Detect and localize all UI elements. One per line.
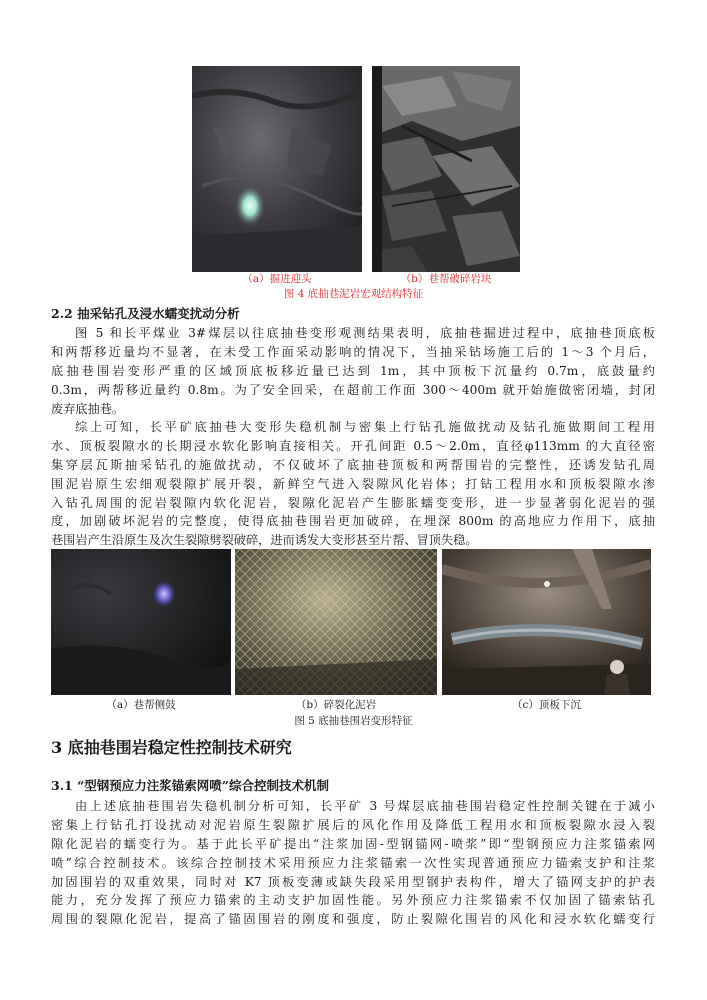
section-3-heading: 3 底抽巷围岩稳定性控制技术研究: [51, 738, 292, 757]
text-line: 度，加剧破坏泥岩的完整度，使得底抽巷围岩更加破碎，在埋深 800m 的高地应力作用下，底抽: [51, 514, 655, 529]
text-line: 能力，充分发挥了预应力锚索的主动支护加固性能。另外预应力注浆锚索不仅加固了锚索钻孔: [51, 893, 655, 908]
figure5c-photo-roof-subsidence: [442, 549, 651, 695]
figure4b-subcaption: （b）巷帮破碎岩块: [400, 273, 492, 285]
figure5a-photo-side-bulge: [51, 549, 231, 695]
figure5b-photo-fractured-mudstone: [235, 549, 437, 695]
text-line: 废弃底抽巷。: [51, 401, 125, 416]
figure4a-subcaption: （a）掘进迎头: [242, 273, 312, 285]
text-line: 图 5 和长平煤业 3#煤层以往底抽巷变形观测结果表明，底抽巷掘进过程中，底抽巷顶底板: [75, 326, 655, 340]
text-line: 水、顶板裂隙水的长期浸水软化影响直接相关。开孔间距 0.5～2.0m，直径φ113mm 的大直径密: [51, 438, 655, 453]
section-2-2-paragraph-1: [51, 324, 655, 418]
figure5b-subcaption: （b）碎裂化泥岩: [295, 699, 377, 711]
figure4-caption: 图 4 底抽巷泥岩宏观结构特征: [283, 288, 424, 300]
text-line: 隙化泥岩的蠕变行为。基于此长平矿提出“注浆加固-型钢锚网-喷浆”即“型钢预应力注浆锚索网: [51, 836, 655, 851]
section-2-2-heading: 2.2 抽采钻孔及浸水蠕变扰动分析: [51, 306, 240, 321]
text-line: 0.3m，两帮移近量约 0.8m。为了安全回采，在超前工作面 300～400m 就开始施做密闭墙，封闭: [51, 382, 655, 397]
text-line: 周围的裂隙化泥岩，提高了锚固围岩的刚度和强度，防止裂隙化围岩的风化和浸水软化蠕变行: [51, 912, 655, 927]
text-line: 由上述底抽巷围岩失稳机制分析可知，长平矿 3 号煤层底抽巷围岩稳定性控制关键在于减小: [75, 799, 655, 813]
figure5a-subcaption: （a）巷帮侧鼓: [106, 699, 176, 711]
figure5-caption: 图 5 底抽巷围岩变形特征: [294, 715, 413, 727]
text-line: 加固围岩的双重效果，同时对 K7 顶板变薄或缺失段采用型钢护表构件，增大了锚网支护的护表: [51, 874, 655, 889]
figure4b-photo-broken-rock: [372, 66, 520, 272]
text-line: 巷围岩产生沿原生及次生裂隙劈裂破碎，进而诱发大变形甚至片帮、冒顶失稳。: [51, 533, 478, 548]
section-3-1-paragraph-1: [51, 797, 655, 929]
section-2-2-paragraph-2: [51, 418, 655, 550]
figure5c-subcaption: （c）顶板下沉: [512, 699, 581, 711]
text-line: 入钻孔周围的泥岩裂隙内软化泥岩，裂隙化泥岩产生膨胀蠕变变形，进一步显著弱化泥岩的强: [51, 495, 655, 510]
text-line: 密集上行钻孔打设扰动对泥岩原生裂隙扩展后的风化作用及降低工程用水和顶板裂隙水浸入裂: [51, 817, 655, 832]
text-line: 集穿层瓦斯抽采钻孔的施做扰动，不仅破坏了底抽巷顶板和两帮围岩的完整性，还诱发钻孔周: [51, 457, 655, 472]
text-line: 综上可知，长平矿底抽巷大变形失稳机制与密集上行钻孔施做扰动及钻孔施做期间工程用: [75, 420, 655, 434]
text-line: 围泥岩原生宏细观裂隙扩展开裂，新鲜空气进入裂隙风化岩体；打钻工程用水和顶板裂隙水渗: [51, 476, 655, 491]
text-line: 喷”综合控制技术。该综合控制技术采用预应力注浆锚索一次性实现普通预应力锚索支护和注浆: [51, 855, 655, 870]
section-3-1-heading: 3.1 “型钢预应力注浆锚索网喷”综合控制技术机制: [51, 778, 329, 793]
text-line: 和两帮移近量均不显著，在未受工作面采动影响的情况下，当抽采钻场施工后的 1～3 个月后，: [51, 344, 655, 359]
figure4a-photo-excavation-face: [192, 66, 362, 272]
text-line: 底抽巷围岩变形严重的区域顶底板移近量已达到 1m，其中顶板下沉量约 0.7m，底鼓量约: [51, 363, 655, 378]
